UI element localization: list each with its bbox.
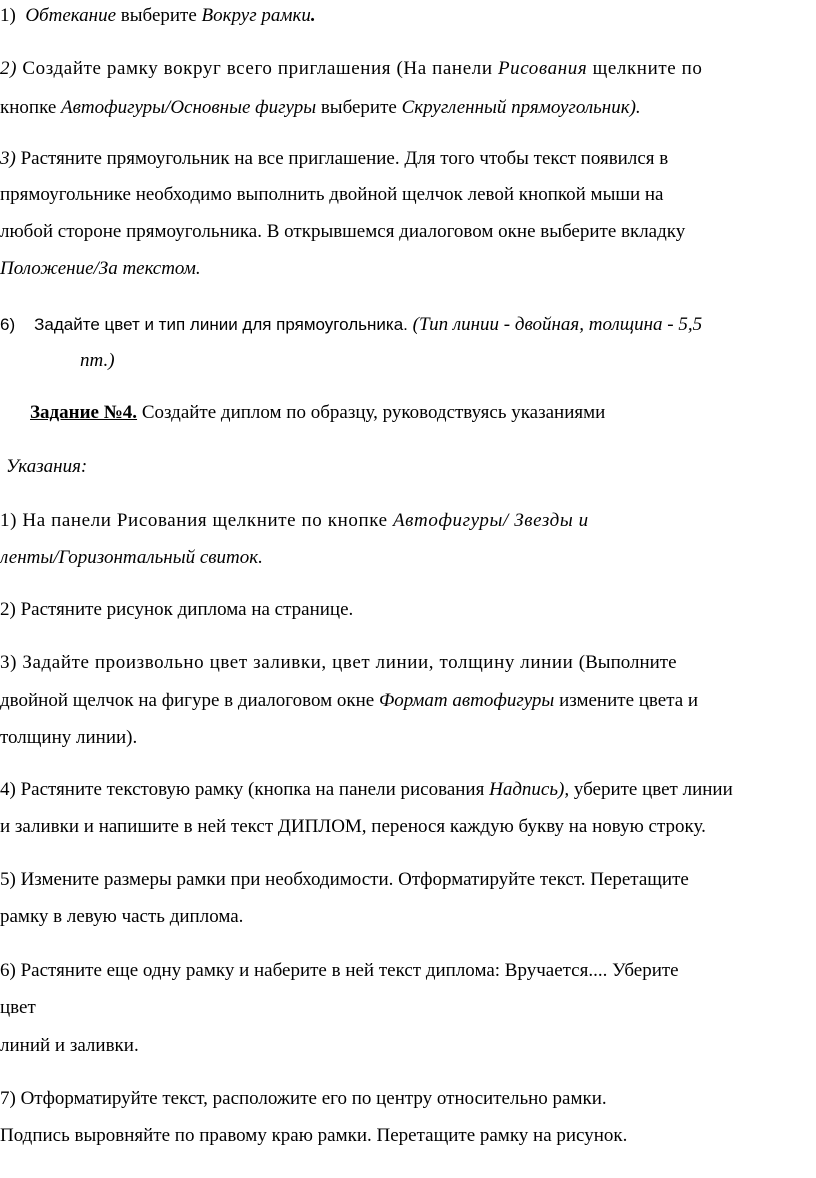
hint-1-line-1 xyxy=(0,509,589,533)
hint-7-line-1 xyxy=(0,1087,607,1111)
step-number: 2) xyxy=(0,58,18,79)
step-3-line-4 xyxy=(0,257,201,281)
step-text: линий и заливки. xyxy=(0,1035,139,1056)
step-text: выберите xyxy=(116,5,202,26)
step-text: рамку в левую часть диплома. xyxy=(0,906,244,927)
hint-6-line-3 xyxy=(0,1034,139,1058)
step-number: 6) xyxy=(0,315,16,334)
step-text: Задайте цвет и тип линии для прямоугольника. xyxy=(34,315,408,334)
step-text: 4) Растяните текстовую рамку (кнопка на панели рисования xyxy=(0,779,490,800)
hint-6-line-1 xyxy=(0,959,679,983)
step-text: уберите цвет линии xyxy=(569,779,733,800)
hint-4-line-2 xyxy=(0,815,706,839)
step-text: щелкните по xyxy=(587,58,703,79)
step-text: Надпись), xyxy=(489,779,570,800)
step-text: цвет xyxy=(0,997,36,1018)
step-text: Растяните прямоугольник на все приглашение. Для того чтобы текст появился в xyxy=(15,148,669,169)
step-text: 7) Отформатируйте текст, расположите его по центру относительно рамки. xyxy=(0,1088,607,1109)
step-text: 6) Растяните еще одну рамку и наберите в ней текст диплома: Вручается.... Уберите xyxy=(0,960,679,981)
step-6-line-1 xyxy=(0,313,702,337)
step-number: 3) xyxy=(0,148,16,169)
step-text: . xyxy=(310,5,316,26)
step-text: ленты/Горизонтальный свиток. xyxy=(0,547,263,568)
step-text: (Выполните xyxy=(578,652,677,673)
step-text: Автофигуры/ Звезды и xyxy=(392,510,589,531)
step-3-line-3 xyxy=(0,220,685,244)
hints-heading xyxy=(6,455,87,479)
hint-6-line-2 xyxy=(0,996,36,1020)
hints-label: Указания: xyxy=(6,456,88,477)
step-text: На панели Рисования щелкните по кнопке xyxy=(17,510,393,531)
step-3-line-2 xyxy=(0,183,663,207)
step-text: Создайте рамку вокруг всего приглашения (На панели xyxy=(17,58,498,79)
step-text: Вокруг рамки xyxy=(201,5,311,26)
hint-3-line-3 xyxy=(0,726,137,750)
step-3-line-1 xyxy=(0,147,668,171)
task-label: Задание №4. xyxy=(30,402,138,423)
step-text: 3) Задайте произвольно цвет заливки, цвет линии, толщину линии xyxy=(0,652,579,673)
hint-7-line-2 xyxy=(0,1124,627,1148)
hint-3-line-2 xyxy=(0,689,698,713)
step-text: 5) Измените размеры рамки при необходимости. Отформатируйте текст. Перетащите xyxy=(0,869,689,890)
step-text: Рисования xyxy=(497,58,588,79)
step-text: Обтекание xyxy=(25,5,117,26)
task-text: Создайте диплом по образцу, руководствуясь указаниями xyxy=(137,402,606,423)
step-text: Формат автофигуры xyxy=(378,690,555,711)
hint-5-line-2 xyxy=(0,905,243,929)
hint-3-line-1 xyxy=(0,651,677,675)
step-text: измените цвета и xyxy=(554,690,699,711)
step-text: двойной щелчок на фигуре в диалоговом окне xyxy=(0,690,379,711)
hint-1-line-2 xyxy=(0,546,263,570)
step-text: выберите xyxy=(316,97,402,118)
hint-2-line xyxy=(0,598,353,622)
step-text: прямоугольнике необходимо выполнить двойной щелчок левой кнопкой мыши на xyxy=(0,184,664,205)
step-text: пт.) xyxy=(80,350,115,371)
step-text: толщину линии). xyxy=(0,727,138,748)
hint-4-line-1 xyxy=(0,778,733,802)
step-2-line-2 xyxy=(0,96,641,120)
step-text: Скругленный прямоугольник). xyxy=(401,97,641,118)
step-number: 1) xyxy=(0,510,18,531)
step-1-line xyxy=(0,4,316,28)
step-6-line-2 xyxy=(80,349,115,373)
step-text: (Тип линии - двойная, толщина - 5,5 xyxy=(407,314,703,335)
step-text: и заливки и напишите в ней текст ДИПЛОМ, перенося каждую букву на новую строку. xyxy=(0,816,706,837)
step-text: Автофигуры/Основные фигуры xyxy=(61,97,317,118)
step-text: Подпись выровняйте по правому краю рамки. Перетащите рамку на рисунок. xyxy=(0,1125,628,1146)
step-text: любой стороне прямоугольника. В открывшемся диалоговом окне выберите вкладку xyxy=(0,221,686,242)
step-text: 2) Растяните рисунок диплома на странице. xyxy=(0,599,354,620)
hint-5-line-1 xyxy=(0,868,689,892)
step-number: 1) xyxy=(0,5,16,26)
step-text: кнопке xyxy=(0,97,62,118)
step-2-line-1 xyxy=(0,57,703,81)
step-text: Положение/За текстом. xyxy=(0,258,201,279)
task-heading xyxy=(30,401,605,425)
